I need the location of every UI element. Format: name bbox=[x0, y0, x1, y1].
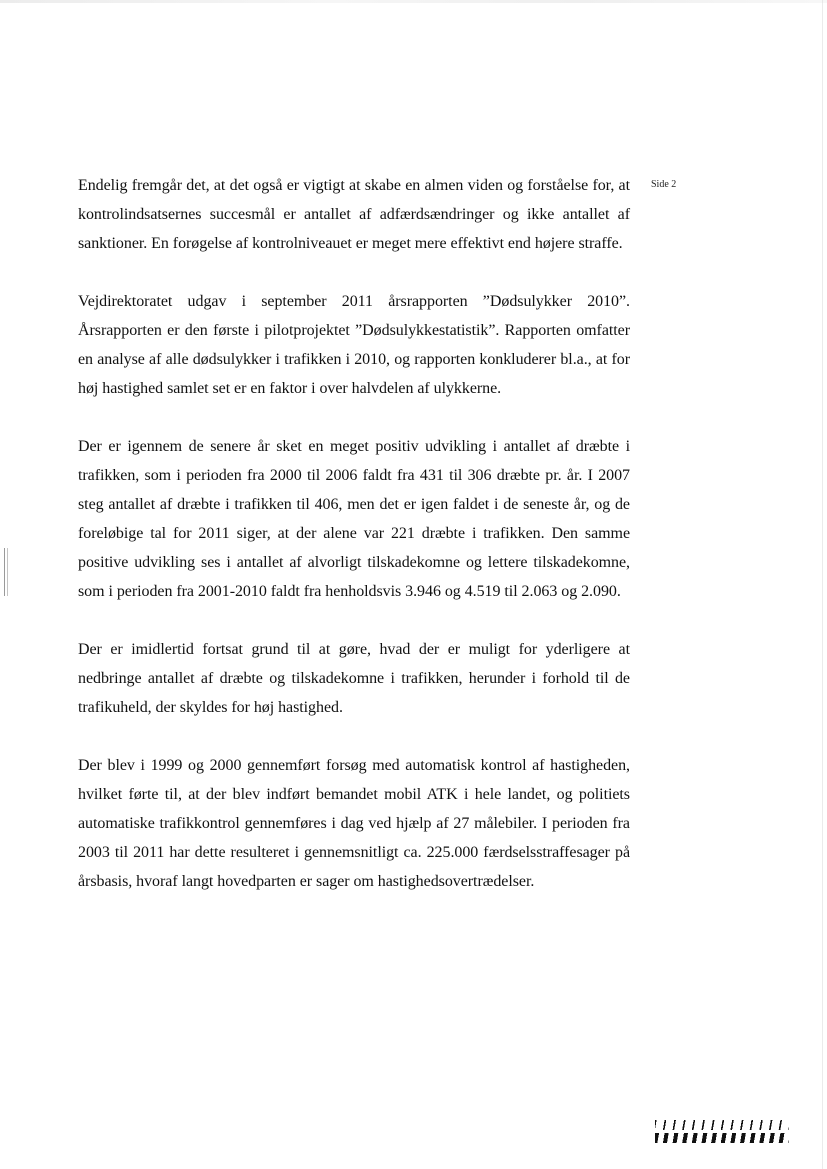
paragraph: Der er igennem de senere år sket en meget positiv udvikling i antallet af dræbte i trafikken, som i perioden fra 2000 til 2006 faldt fra 431 til 306 dræbte pr. år. I 2007 steg antallet af dræbte i trafikken til 406, men det er igen faldet i de seneste år, og de foreløbige tal for 2011 siger, at der alene var 221 dræbte i trafikken. Den samme positive udvikling ses i antallet af alvorligt tilskadekomne og lettere tilskadekomne, som i perioden fra 2001-2010 faldt fra henholdsvis 3.946 og 4.519 til 2.063 og 2.090. bbox=[78, 438, 630, 600]
barcode-top-row bbox=[655, 1120, 789, 1130]
scan-edge-top bbox=[0, 0, 827, 3]
paragraph: Vejdirektoratet udgav i september 2011 årsrapporten ”Dødsulykker 2010”. Årsrapporten er den første i pilotprojektet ”Dødsulykkestatistik”. Rapporten omfatter en analyse af alle dødsulykker i trafikken i 2010, og rapporten konkluderer bl.a., at for høj hastighed samlet set er en faktor i over halvdelen af ulykkerne. bbox=[78, 293, 630, 397]
barcode-bottom-row bbox=[655, 1133, 789, 1143]
page-number: Side 2 bbox=[651, 179, 677, 190]
paragraph: Endelig fremgår det, at det også er vigtigt at skabe en almen viden og forståelse for, at kontrolindsatsernes succesmål er antallet af adfærdsændringer og ikke antallet af sanktioner. En forøgelse af kontrolniveauet er meget mere effektivt end højere straffe. bbox=[78, 177, 630, 252]
paragraph: Der er imidlertid fortsat grund til at gøre, hvad der er muligt for yderligere at nedbringe antallet af dræbte og tilskadekomne i trafikken, herunder i forhold til de trafikuheld, der skyldes for høj hastighed. bbox=[78, 641, 630, 716]
scan-binding-mark bbox=[4, 548, 8, 596]
scan-edge-right bbox=[822, 0, 823, 1169]
barcode bbox=[655, 1120, 789, 1144]
document-body bbox=[78, 171, 630, 925]
paragraph: Der blev i 1999 og 2000 gennemført forsøg med automatisk kontrol af hastigheden, hvilket førte til, at der blev indført bemandet mobil ATK i hele landet, og politiets automatiske trafikkontrol gennemføres i dag ved hjælp af 27 målebiler. I perioden fra 2003 til 2011 har dette resulteret i gennemsnitligt ca. 225.000 færdselsstraffesager på årsbasis, hvoraf langt hovedparten er sager om hastighedsovertrædelser. bbox=[78, 757, 630, 890]
